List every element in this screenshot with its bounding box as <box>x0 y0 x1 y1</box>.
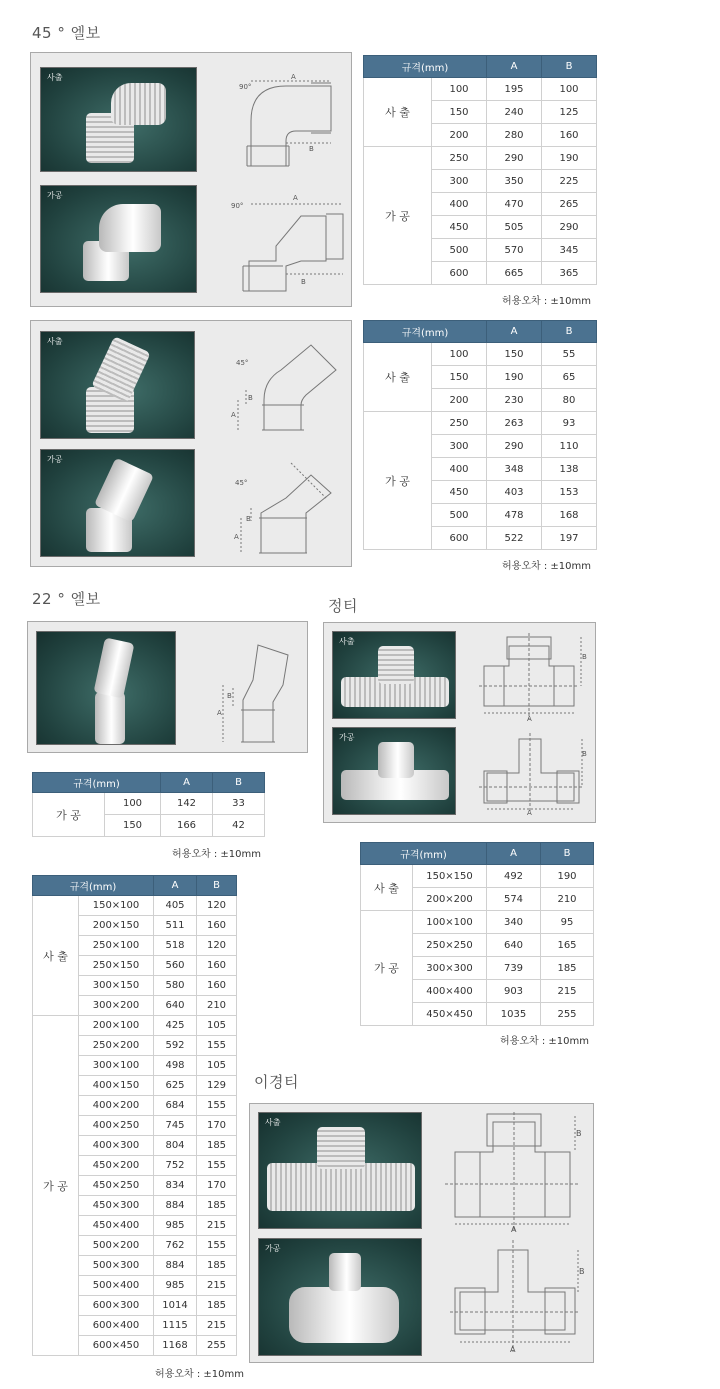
table-cell: 762 <box>154 1236 197 1256</box>
table-row: 450×450 1035 255 <box>361 1003 594 1026</box>
table-row: 250×250 640 165 <box>361 934 594 957</box>
table-row: 500 478 168 <box>364 504 597 527</box>
photo-tag: 가공 <box>47 455 63 464</box>
table-row: 가 공 250 290 190 <box>364 147 597 170</box>
elbow-45-drawing-machined <box>231 453 351 558</box>
tolerance-note: 허용오차 : ±10mm <box>502 561 591 572</box>
table-cell: 155 <box>197 1156 237 1176</box>
table-cell: 300×200 <box>79 996 154 1016</box>
table-cell: 185 <box>197 1196 237 1216</box>
table-row: 200×200 574 210 <box>361 888 594 911</box>
spec-table-22-elbow: 규격(mm) A B 가 공 100 142 33 150 166 42 <box>32 772 265 837</box>
table-cell: 400×250 <box>79 1116 154 1136</box>
table-cell: 120 <box>197 936 237 956</box>
reducing-tee-drawing-machined <box>450 1240 585 1358</box>
table-cell: 884 <box>154 1196 197 1216</box>
table-cell: 215 <box>197 1276 237 1296</box>
group-label: 가 공 <box>33 1016 79 1356</box>
svg-text:A: A <box>527 715 532 723</box>
table-cell: 640 <box>154 996 197 1016</box>
svg-text:B: B <box>576 1129 582 1138</box>
table-row: 가 공 100×100 340 95 <box>361 911 594 934</box>
table-cell: 625 <box>154 1076 197 1096</box>
table-cell: 500×400 <box>79 1276 154 1296</box>
svg-text:B: B <box>579 1267 585 1276</box>
table-cell: 250×100 <box>79 936 154 956</box>
table-cell: 129 <box>197 1076 237 1096</box>
table-cell: 560 <box>154 956 197 976</box>
table-row: 600 665 365 <box>364 262 597 285</box>
table-cell: 155 <box>197 1236 237 1256</box>
svg-text:B: B <box>227 692 232 700</box>
section-title-45-elbow: 45 ° 엘보 <box>32 24 101 42</box>
table-cell: 1115 <box>154 1316 197 1336</box>
product-photo-machined <box>40 185 197 293</box>
table-cell: 985 <box>154 1216 197 1236</box>
svg-text:B: B <box>301 278 306 286</box>
tolerance-note: 허용오차 : ±10mm <box>172 849 261 860</box>
table-cell: 215 <box>197 1216 237 1236</box>
svg-text:90°: 90° <box>231 202 244 210</box>
table-cell: 120 <box>197 896 237 916</box>
product-photo-injection <box>40 67 197 172</box>
table-cell: 511 <box>154 916 197 936</box>
table-cell: 1014 <box>154 1296 197 1316</box>
table-cell: 884 <box>154 1256 197 1276</box>
elbow-90-drawing-machined <box>231 186 351 296</box>
spec-table-90-elbow: 규격(mm) A B 사 출 100 195 100 150 240 125 200 280 160 가 공 250 290 190 300 350 225 400 470 265 450 505 290 500 570 345 600 665 365 <box>363 55 597 285</box>
table-row: 150 240 125 <box>364 101 597 124</box>
table-cell: 170 <box>197 1176 237 1196</box>
svg-text:A: A <box>231 411 236 419</box>
table-row: 300×300 739 185 <box>361 957 594 980</box>
equal-tee-drawing-machined <box>479 731 589 816</box>
table-cell: 155 <box>197 1036 237 1056</box>
table-cell: 200×150 <box>79 916 154 936</box>
table-cell: 160 <box>197 976 237 996</box>
photo-tag: 사출 <box>339 637 355 646</box>
table-cell: 804 <box>154 1136 197 1156</box>
photo-tag: 사출 <box>47 73 63 82</box>
table-row: 150 166 42 <box>33 815 265 837</box>
table-cell: 105 <box>197 1016 237 1036</box>
table-cell: 185 <box>197 1136 237 1156</box>
table-cell: 580 <box>154 976 197 996</box>
table-cell: 400×150 <box>79 1076 154 1096</box>
table-cell: 425 <box>154 1016 197 1036</box>
table-row: 400 470 265 <box>364 193 597 216</box>
table-cell: 210 <box>197 996 237 1016</box>
equal-tee-drawing-injection <box>479 631 589 723</box>
svg-text:B: B <box>246 515 251 523</box>
table-cell: 300×150 <box>79 976 154 996</box>
svg-text:B: B <box>582 750 587 758</box>
svg-text:A: A <box>510 1345 516 1354</box>
product-panel-22-elbow <box>27 621 308 753</box>
product-photo-machined <box>40 449 195 557</box>
table-row <box>33 1016 237 1036</box>
spec-table-reducing-tee: 규격(mm) A B 사 출 150×100 405 120 200×150 511 160 250×100 518 120 250×150 560 160 300×150 580 160 300×200 640 210 가 공 200×100 425 105 250×200 592 155 300×100 498 105 400×150 625 129 400×200 684 155 400×250 745 170 400×300 804 185 450×200 752 155 450×250 834 170 450×300 884 185 450×400 985 215 500×200 762 155 500×300 884 185 500×400 985 215 600×300 1014 185 600×400 1115 215 600×450 1168 255 <box>32 875 237 1356</box>
spec-table-45-elbow: 규격(mm) A B 사 출 100 150 55 150 190 65 200 230 80 가 공 250 263 93 300 290 110 400 348 138 450 403 153 500 478 168 600 522 197 <box>363 320 597 550</box>
table-cell: 400×300 <box>79 1136 154 1156</box>
table-cell: 834 <box>154 1176 197 1196</box>
product-photo-injection <box>40 331 195 439</box>
table-cell: 745 <box>154 1116 197 1136</box>
table-cell: 150×100 <box>79 896 154 916</box>
table-cell: 450×300 <box>79 1196 154 1216</box>
photo-tag: 가공 <box>47 191 63 200</box>
product-photo-injection <box>332 631 456 719</box>
table-cell: 500×300 <box>79 1256 154 1276</box>
table-row: 500 570 345 <box>364 239 597 262</box>
photo-tag: 사출 <box>265 1118 281 1127</box>
table-cell: 250×150 <box>79 956 154 976</box>
table-cell: 985 <box>154 1276 197 1296</box>
table-cell: 185 <box>197 1296 237 1316</box>
section-title-equal-tee: 정티 <box>328 597 358 615</box>
table-row: 가 공 100 142 33 <box>33 793 265 815</box>
table-cell: 300×100 <box>79 1056 154 1076</box>
photo-tag: 가공 <box>339 733 355 742</box>
table-cell: 405 <box>154 896 197 916</box>
table-cell: 752 <box>154 1156 197 1176</box>
elbow-22-drawing <box>213 630 303 748</box>
table-row: 150 190 65 <box>364 366 597 389</box>
tolerance-note: 허용오차 : ±10mm <box>155 1369 244 1380</box>
table-cell: 450×200 <box>79 1156 154 1176</box>
table-cell: 155 <box>197 1096 237 1116</box>
tolerance-note: 허용오차 : ±10mm <box>500 1036 589 1047</box>
group-label: 사 출 <box>33 896 79 1016</box>
table-row: 가 공 250 263 93 <box>364 412 597 435</box>
product-photo-machined <box>258 1238 422 1356</box>
svg-text:A: A <box>234 533 239 541</box>
table-row: 300 350 225 <box>364 170 597 193</box>
product-photo-machined <box>332 727 456 815</box>
svg-text:B: B <box>582 653 587 661</box>
svg-text:A: A <box>217 709 222 717</box>
table-row: 400 348 138 <box>364 458 597 481</box>
table-cell: 684 <box>154 1096 197 1116</box>
table-row: 사 출 100 150 55 <box>364 343 597 366</box>
table-cell: 160 <box>197 916 237 936</box>
product-photo-injection <box>258 1112 422 1229</box>
svg-text:45°: 45° <box>235 479 248 487</box>
svg-text:A: A <box>293 194 298 202</box>
tolerance-note: 허용오차 : ±10mm <box>502 296 591 307</box>
table-row: 450 505 290 <box>364 216 597 239</box>
table-cell: 105 <box>197 1056 237 1076</box>
svg-text:A: A <box>291 73 296 81</box>
product-panel-90-elbow <box>30 52 352 307</box>
table-cell: 250×200 <box>79 1036 154 1056</box>
table-row: 200 280 160 <box>364 124 597 147</box>
table-cell: 450×250 <box>79 1176 154 1196</box>
table-cell: 600×400 <box>79 1316 154 1336</box>
product-panel-equal-tee <box>323 622 596 823</box>
svg-text:45°: 45° <box>236 359 249 367</box>
table-row: 사 출 150×150 492 190 <box>361 865 594 888</box>
product-panel-reducing-tee <box>249 1103 594 1363</box>
spec-table-equal-tee: 규격(mm) A B 사 출 150×150 492 190 200×200 574 210 가 공 100×100 340 95 250×250 640 165 300×300 739 185 400×400 903 215 450×450 1035 255 <box>360 842 594 1026</box>
photo-tag: 가공 <box>265 1244 281 1253</box>
section-title-reducing-tee: 이경티 <box>254 1073 299 1091</box>
svg-text:B: B <box>309 145 314 153</box>
section-title-22-elbow: 22 ° 엘보 <box>32 590 101 608</box>
table-row: 200 230 80 <box>364 389 597 412</box>
svg-text:A: A <box>511 1225 517 1234</box>
table-cell: 518 <box>154 936 197 956</box>
table-cell: 400×200 <box>79 1096 154 1116</box>
table-cell: 600×300 <box>79 1296 154 1316</box>
table-cell: 600×450 <box>79 1336 154 1356</box>
svg-text:90°: 90° <box>239 83 252 91</box>
table-row: 600 522 197 <box>364 527 597 550</box>
table-cell: 1168 <box>154 1336 197 1356</box>
table-cell: 498 <box>154 1056 197 1076</box>
elbow-90-drawing-injection <box>231 71 341 171</box>
svg-text:A: A <box>527 809 532 816</box>
table-row: 450 403 153 <box>364 481 597 504</box>
svg-text:B: B <box>248 394 253 402</box>
product-photo-machined <box>36 631 176 745</box>
table-cell: 170 <box>197 1116 237 1136</box>
table-row: 300 290 110 <box>364 435 597 458</box>
product-panel-45-elbow <box>30 320 352 567</box>
table-cell: 215 <box>197 1316 237 1336</box>
table-cell: 160 <box>197 956 237 976</box>
table-cell: 200×100 <box>79 1016 154 1036</box>
table-cell: 500×200 <box>79 1236 154 1256</box>
table-cell: 255 <box>197 1336 237 1356</box>
table-row <box>33 896 237 916</box>
table-cell: 450×400 <box>79 1216 154 1236</box>
reducing-tee-drawing-injection <box>445 1112 585 1234</box>
photo-tag: 사출 <box>47 337 63 346</box>
table-row: 400×400 903 215 <box>361 980 594 1003</box>
table-cell: 592 <box>154 1036 197 1056</box>
table-row: 사 출 100 195 100 <box>364 78 597 101</box>
elbow-45-drawing-injection <box>226 335 351 435</box>
table-cell: 185 <box>197 1256 237 1276</box>
